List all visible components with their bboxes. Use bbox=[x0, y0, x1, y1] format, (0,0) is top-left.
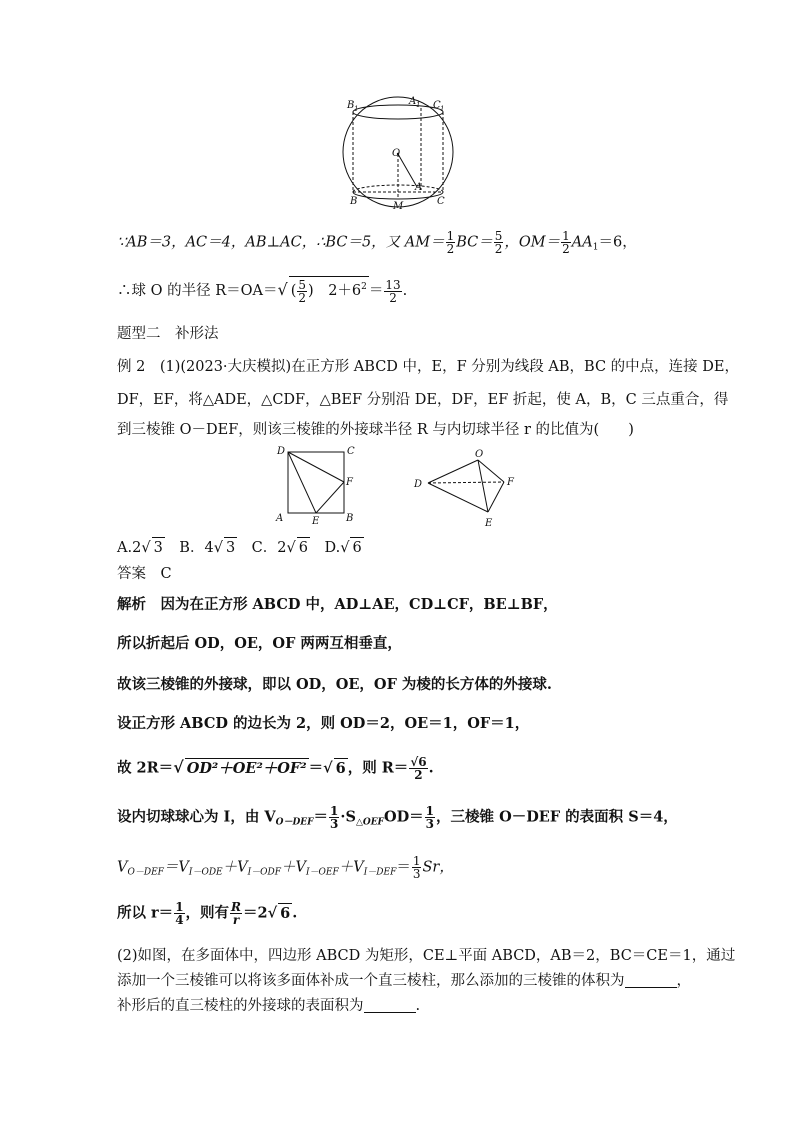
section-title: 题型二 补形法 bbox=[117, 326, 219, 342]
label-e: E bbox=[485, 518, 493, 529]
label-f: F bbox=[507, 477, 514, 488]
svg-text:1: 1 bbox=[440, 105, 445, 113]
solution-line-1: 解析 因为在正方形 ABCD 中，AD⊥AE，CD⊥CF，BE⊥BF， bbox=[117, 596, 558, 613]
line-2: ∴球 O 的半径 R＝OA＝√ ( $\frac{5}{2}$ ) $2+6^2$ ＝ $\frac{13}{2}$ . bbox=[117, 277, 408, 305]
options: A.2√ 3 B．4√ 3 C．2√ 6 D.√ 6 bbox=[117, 537, 364, 558]
label-d: D bbox=[414, 479, 423, 490]
label-c1: C bbox=[433, 100, 441, 111]
label-b: B bbox=[350, 196, 358, 207]
label-o: O bbox=[392, 148, 401, 159]
svg-text:1: 1 bbox=[354, 105, 359, 113]
label-c: C bbox=[437, 196, 445, 207]
svg-text:1: 1 bbox=[416, 101, 421, 109]
solution-line-6: 设内切球球心为 I，由 $V_{O-DEF}=$ $\frac{1}{3}$ $\cdot S_{\triangle OEF}OD=$ $\frac{1}{3}$ ，三棱锥 O－DEF 的表面积 S＝4， bbox=[117, 804, 678, 831]
label-m: M bbox=[393, 201, 404, 212]
example-line-1: 例 2 (1)(2023·大庆模拟)在正方形 ABCD 中，E，F 分别为线段 AB，BC 的中点，连接 DE， bbox=[117, 359, 739, 375]
label-c: C bbox=[347, 446, 355, 457]
label-o: O bbox=[475, 449, 484, 460]
label-d: D bbox=[277, 446, 286, 457]
label-b: B bbox=[346, 513, 354, 524]
example-line-2: DF，EF，将△ADE，△CDF，△BEF 分别沿 DE，DF，EF 折起，使 A，B，C 三点重合，得 bbox=[117, 392, 729, 408]
solution-line-5: 故 2R＝√ OD²＋OE²＋OF² ＝√ 6 ，则 R＝ $\frac{√6}{2}$ . bbox=[117, 755, 434, 782]
answer-blank-1[interactable] bbox=[625, 973, 677, 988]
question-2-line-2: 添加一个三棱锥可以将该多面体补成一个直三棱柱，那么添加的三棱锥的体积为 ， bbox=[117, 973, 691, 989]
question-2-line-3: 补形后的直三棱柱的外接球的表面积为 . bbox=[117, 998, 421, 1014]
label-a: A bbox=[415, 182, 423, 193]
solution-line-3: 故该三棱锥的外接球，即以 OD，OE，OF 为棱的长方体的外接球. bbox=[117, 676, 552, 693]
solution-line-2: 所以折起后 OD，OE，OF 两两互相垂直， bbox=[117, 635, 402, 652]
solution-line-7: $V_{O-DEF}=V_{I-ODE}+V_{I-ODF}+V_{I-OEF}+V_{I-DEF}=$ $\frac{1}{3}$ Sr， bbox=[117, 854, 454, 881]
solution-line-8: 所以 r＝ $\frac{1}{4}$ ，则有 $\frac{R}{r}$ ＝2√ 6 . bbox=[117, 900, 298, 927]
solution-line-4: 设正方形 ABCD 的边长为 2，则 OD＝2，OE＝1，OF＝1， bbox=[117, 715, 530, 732]
label-b1: B bbox=[347, 100, 355, 111]
answer-blank-2[interactable] bbox=[364, 998, 416, 1013]
question-2-line-1: (2)如图，在多面体中，四边形 ABCD 为矩形，CE⊥平面 ABCD，AB＝2，BC＝CE＝1，通过 bbox=[117, 948, 736, 964]
label-a1: A bbox=[409, 96, 417, 107]
answer: 答案 C bbox=[117, 566, 172, 582]
label-f: F bbox=[346, 477, 353, 488]
label-e: E bbox=[312, 516, 320, 527]
line-1: ∵AB＝3，AC＝4，AB⊥AC，∴BC＝5，又 AM＝ $\frac{1}{2}$ BC＝ $\frac{5}{2}$ ，OM＝ $\frac{1}{2}$ $AA_1=6$， bbox=[117, 229, 637, 256]
tetrahedron-figure bbox=[408, 445, 528, 533]
sphere-cylinder-figure bbox=[335, 92, 465, 217]
square-figure bbox=[272, 442, 362, 530]
example-line-3: 到三棱锥 O－DEF，则该三棱锥的外接球半径 R 与内切球半径 r 的比值为( ) bbox=[117, 422, 634, 438]
label-a: A bbox=[276, 513, 284, 524]
